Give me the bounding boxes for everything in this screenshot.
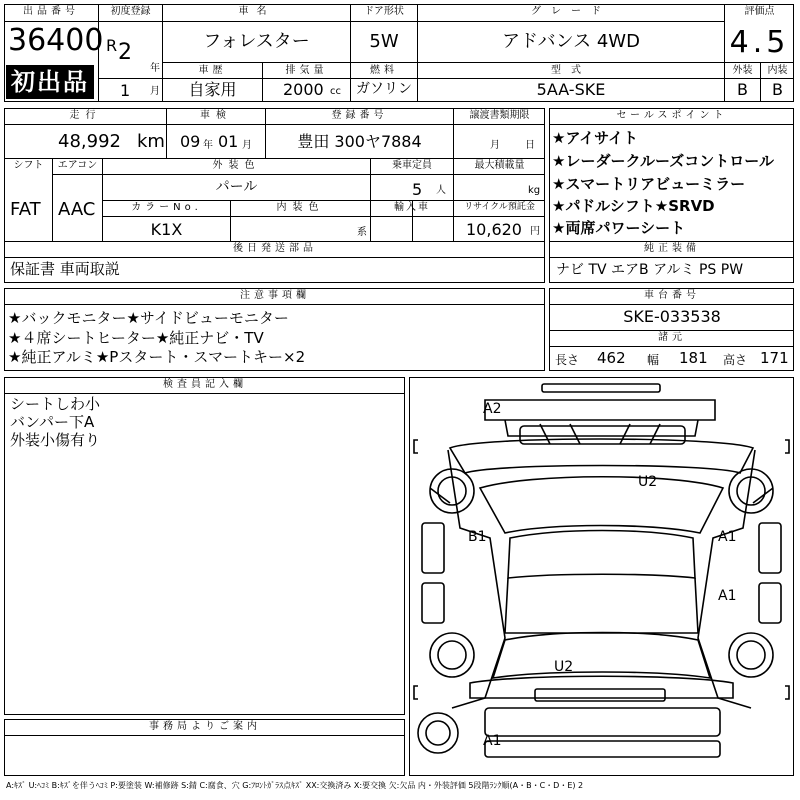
history-label: 車歴: [198, 65, 227, 76]
model: 5AA-SKE: [536, 80, 606, 99]
parts-value: 保証書 車両取説: [10, 260, 120, 278]
notes-line: ★４席シートヒーター★純正ナビ・TV: [8, 329, 264, 347]
plate-label: 登録番号: [331, 110, 388, 121]
door-label: ドア形状: [364, 6, 404, 17]
history: 自家用: [188, 80, 237, 99]
notes-line: ★純正アルミ★Pスタート・スマートキー×2: [8, 348, 306, 366]
transfer-month: 月: [490, 140, 500, 151]
exterior-label: 外装: [732, 65, 753, 76]
interior-grade: B: [772, 80, 783, 99]
month-unit: 月: [150, 86, 160, 97]
inspector-line: バンパー下A: [10, 413, 95, 431]
color-no: K1X: [150, 220, 183, 239]
cc-unit: cc: [330, 86, 341, 97]
car-name: フォレスター: [203, 31, 310, 52]
damage-mark: A2: [483, 401, 502, 417]
score: 4.5: [729, 25, 790, 60]
chassis-label: 車台番号: [644, 290, 700, 301]
capacity: 5: [412, 180, 423, 199]
length-label: 長さ: [555, 353, 580, 367]
interior-color-label: 内装色: [276, 202, 325, 213]
load-label: 最大積載量: [474, 160, 525, 171]
fuel-label: 燃料: [370, 65, 398, 76]
reg-month: 1: [120, 81, 131, 100]
era: R: [106, 36, 118, 55]
displacement: 2000: [283, 80, 324, 99]
length: 462: [597, 349, 626, 367]
shift-label: シフト: [13, 160, 44, 171]
insp-month: 01: [218, 132, 239, 151]
first-listing-badge: 初出品: [6, 65, 94, 99]
model-label: 型式: [551, 65, 591, 76]
insp-year-unit: 年: [203, 140, 213, 151]
equipment-label: 純正装備: [644, 243, 700, 254]
car-name-label: 車名: [238, 6, 275, 17]
sales-point-item: ★パドルシフト★SRVD: [552, 197, 715, 215]
ac: AAC: [58, 199, 96, 220]
color-no-label: カラーNo.: [131, 202, 202, 213]
height: 171: [760, 349, 789, 367]
capacity-label: 乗車定員: [392, 160, 432, 171]
dimensions-label: 諸元: [658, 332, 686, 343]
notes-label: 注意事項欄: [240, 290, 310, 301]
shift: FAT: [10, 199, 41, 220]
insp-month-unit: 月: [242, 140, 252, 151]
yen-unit: 円: [530, 226, 540, 237]
legend: A:ｷｽﾞ U:ﾍｺﾐ B:ｷｽﾞを伴うﾍｺﾐ P:要塗装 W:補修跡 S:錆 C:腐食、穴 G:ﾌﾛﾝﾄｶﾞﾗｽ点ｷｽﾞ XX:交換済み X:要交換 欠:欠品 内・外装評価 5段階ﾗﾝｸ順(A・B・C・D・E) 2: [6, 781, 584, 790]
inspector-line: 外装小傷有り: [10, 431, 101, 449]
transfer-day: 日: [525, 140, 535, 151]
interior-suffix: 系: [357, 227, 367, 238]
sales-points-label: セールスポイント: [616, 110, 728, 121]
damage-mark: B1: [468, 529, 487, 545]
first-reg-label: 初度登録: [110, 6, 151, 17]
kg-unit: kg: [528, 185, 541, 196]
width: 181: [679, 349, 708, 367]
year-unit: 年: [150, 63, 160, 74]
parts-label: 後日発送部品: [233, 243, 317, 254]
transfer-label: 譲渡書類期限: [469, 110, 530, 121]
width-label: 幅: [647, 353, 660, 367]
interior-label: 内装: [767, 65, 788, 76]
sales-point-item: ★レーダークルーズコントロール: [552, 152, 774, 170]
km-unit: km: [137, 131, 165, 152]
inspection-label: 車検: [200, 110, 232, 121]
grade: アドバンス 4WD: [502, 31, 640, 52]
mileage-label: 走行: [69, 110, 102, 121]
height-label: 高さ: [723, 353, 748, 367]
door: 5W: [369, 31, 399, 52]
person-unit: 人: [436, 185, 446, 196]
office-label: 事務局よりご案内: [149, 721, 261, 732]
damage-mark: A1: [483, 733, 502, 749]
import-label: 輸入車: [394, 202, 430, 213]
equipment-value: ナビ TV エアB アルミ PS PW: [556, 262, 744, 278]
grade-label: グレード: [531, 6, 611, 17]
color-label: 外装色: [212, 160, 261, 171]
era-year: 2: [118, 40, 132, 65]
car-diagram: [410, 378, 793, 775]
car-diagram-frame: [409, 377, 794, 776]
chassis-number: SKE-033538: [623, 307, 721, 326]
displacement-label: 排気量: [285, 65, 328, 76]
mileage: 48,992: [58, 131, 121, 152]
plate: 豊田 300ヤ7884: [297, 132, 422, 151]
inspector-line: シートしわ小: [10, 395, 101, 413]
score-label: 評価点: [744, 6, 775, 17]
damage-mark: A1: [718, 529, 737, 545]
inspector-label: 検査員記入欄: [163, 379, 247, 390]
damage-mark: U2: [554, 659, 574, 675]
exterior-grade: B: [737, 80, 748, 99]
notes-line: ★バックモニター★サイドビューモニター: [8, 309, 289, 327]
exterior-color: パール: [215, 179, 258, 195]
damage-mark: U2: [638, 474, 658, 490]
ac-label: エアコン: [57, 160, 98, 171]
sales-point-item: ★両席パワーシート: [552, 219, 686, 237]
sales-point-item: ★スマートリアビューミラー: [552, 175, 746, 193]
sales-point-item: ★アイサイト: [552, 129, 639, 147]
fuel: ガソリン: [356, 81, 412, 97]
recycle-amount: 10,620: [466, 220, 522, 239]
lot-label: 出品番号: [23, 6, 79, 17]
insp-year: 09: [180, 132, 201, 151]
lot-number: 36400: [8, 23, 104, 58]
recycle-label: リサイクル預託金: [464, 202, 535, 212]
damage-mark: A1: [718, 588, 737, 604]
